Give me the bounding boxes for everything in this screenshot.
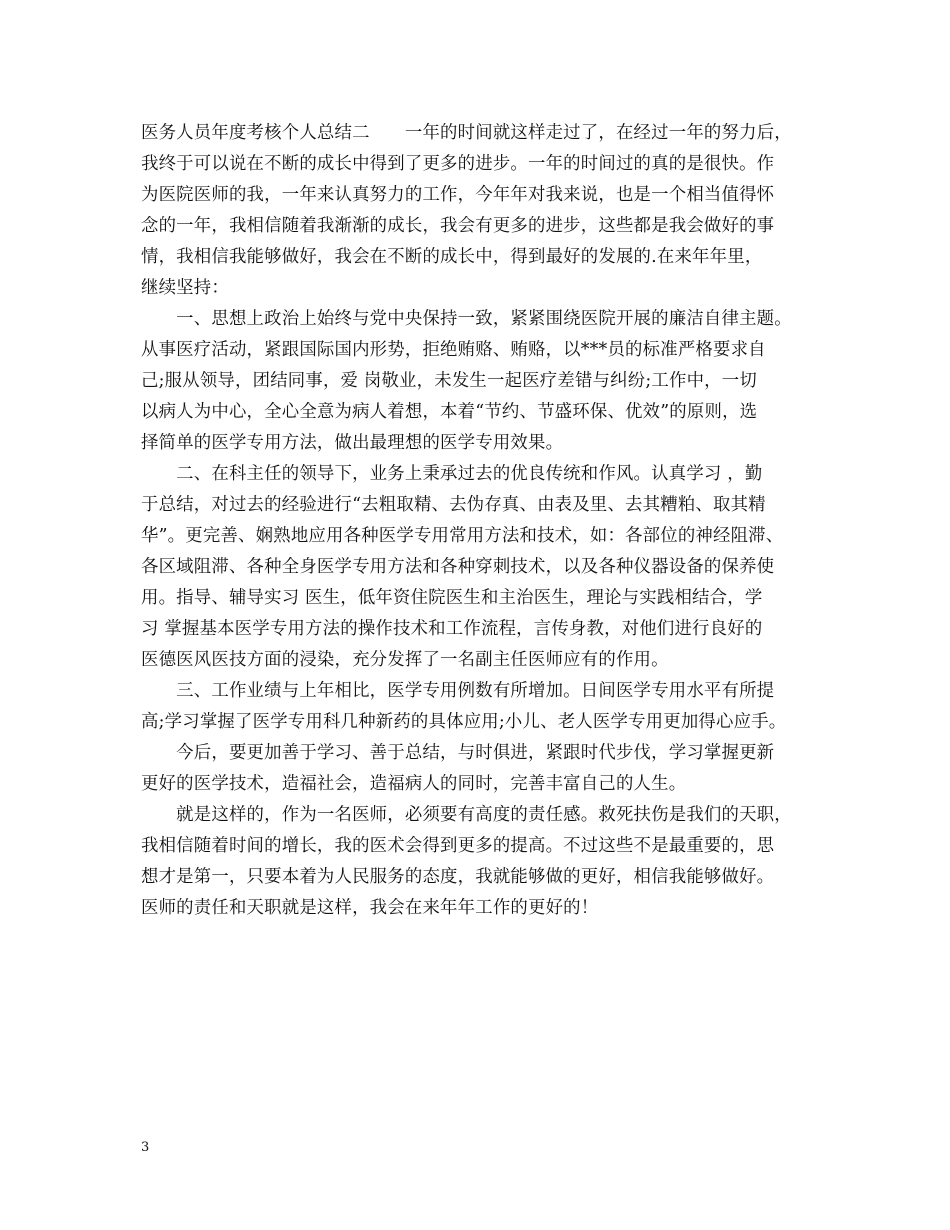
text-line: 更好的医学技术，造福社会，造福病人的同时，完善丰富自己的人生。 [141, 774, 687, 794]
text-line: 一、思想上政治上始终与党中央保持一致，紧紧围绕医院开展的廉洁自律主题。 [141, 309, 792, 329]
text-line: 各区域阻滞、各种全身医学专用方法和各种穿刺技术，以及各种仪器设备的保养使 [141, 557, 775, 577]
text-line: 华”。更完善、娴熟地应用各种医学专用常用方法和技术，如：各部位的神经阻滞、 [141, 526, 784, 546]
text-line: 继续坚持： [141, 278, 229, 298]
text-line: 为医院医师的我，一年来认真努力的工作，今年年对我来说，也是一个相当值得怀 [141, 185, 775, 205]
text-line: 习 掌握基本医学专用方法的操作技术和工作流程，言传身教，对他们进行良好的 [141, 619, 763, 639]
text-line: 想才是第一，只要本着为人民服务的态度，我就能够做的更好，相信我能够做好。 [141, 867, 775, 887]
text-line: 医德医风医技方面的浸染，充分发挥了一名副主任医师应有的作用。 [141, 650, 669, 670]
text-line: 于总结，对过去的经验进行“去粗取精、去伪存真、由表及里、去其糟粕、取其精 [141, 495, 766, 515]
text-line: 念的一年，我相信随着我渐渐的成长，我会有更多的进步，这些都是我会做好的事 [141, 216, 775, 236]
text-line: 用。指导、辅导实习 医生，低年资住院医生和主治医生，理论与实践相结合，学 [141, 588, 763, 608]
page-number: 3 [141, 1140, 150, 1155]
text-line: 高;学习掌握了医学专用科几种新药的具体应用;小儿、老人医学专用更加得心应手。 [141, 712, 787, 732]
text-line: 从事医疗活动，紧跟国际国内形势，拒绝贿赂、贿赂，以***员的标准严格要求自 [141, 340, 766, 360]
text-line: 己;服从领导，团结同事，爱 岗敬业，未发生一起医疗差错与纠纷;工作中，一切 [141, 371, 757, 391]
text-line: 医务人员年度考核个人总结二 一年的时间就这样走过了，在经过一年的努力后， [141, 123, 792, 143]
text-line: 情，我相信我能够做好，我会在不断的成长中，得到最好的发展的.在来年年里， [141, 247, 763, 267]
document-body [141, 118, 841, 924]
text-line: 医师的责任和天职就是这样，我会在来年年工作的更好的！ [141, 898, 599, 918]
text-line: 二、在科主任的领导下，业务上秉承过去的优良传统和作风。认真学习 ，勤 [141, 464, 763, 484]
text-line: 以病人为中心，全心全意为病人着想，本着“节约、节盛环保、优效”的原则，选 [141, 402, 758, 422]
text-line: 择简单的医学专用方法，做出最理想的医学专用效果。 [141, 433, 564, 453]
text-line: 今后，要更加善于学习、善于总结，与时俱进，紧跟时代步伐，学习掌握更新 [141, 743, 775, 763]
text-line: 我终于可以说在不断的成长中得到了更多的进步。一年的时间过的真的是很快。作 [141, 154, 775, 174]
text-line: 我相信随着时间的增长，我的医术会得到更多的提高。不过这些不是最重要的，思 [141, 836, 775, 856]
text-line: 三、工作业绩与上年相比，医学专用例数有所增加。日间医学专用水平有所提 [141, 681, 775, 701]
text-line: 就是这样的，作为一名医师，必须要有高度的责任感。救死扶伤是我们的天职， [141, 805, 792, 825]
